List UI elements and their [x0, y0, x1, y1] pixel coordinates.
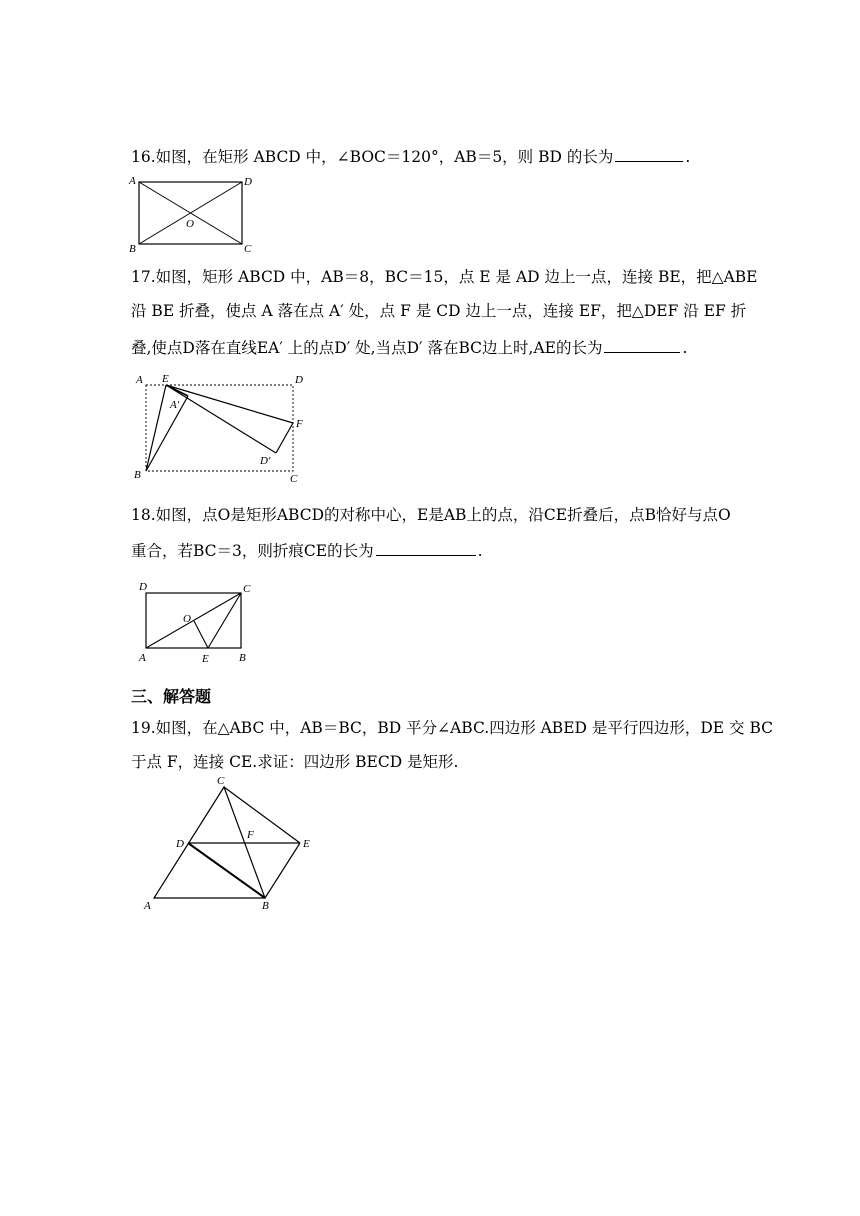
q17-label-f: F — [296, 418, 303, 430]
q18-segment-oe — [194, 621, 208, 648]
q19-text-line2: 于点 F，连接 CE.求证：四边形 BECD 是矩形. — [131, 753, 459, 771]
q18-label-e: E — [202, 653, 209, 665]
q16-label-b: B — [129, 243, 136, 255]
q17-text-line2: 沿 BE 折叠，使点 A 落在点 A′ 处，点 F 是 CD 边上一点，连接 EF，把△DEF 沿 EF 折 — [131, 302, 747, 320]
q18-diagonal-ac — [146, 593, 241, 648]
q17-label-b: B — [134, 469, 141, 481]
q17-segment-fd1 — [276, 423, 293, 453]
q19-figure — [138, 774, 323, 914]
q19-segment-be — [265, 843, 300, 898]
q19-label-c: C — [217, 775, 225, 787]
q16-label-a: A — [129, 175, 136, 187]
q17-end: . — [682, 339, 688, 357]
q19-label-d: D — [176, 838, 184, 850]
q18-label-d: D — [139, 581, 147, 593]
q17-label-c: C — [290, 473, 298, 485]
q18-text-line2 — [131, 539, 771, 561]
q17-text-line1: 17.如图，矩形 ABCD 中，AB＝8，BC＝15，点 E 是 AD 边上一点，连接 BE，把△ABE — [131, 268, 758, 286]
q17-segment-ed1 — [166, 385, 276, 453]
q18-label-a: A — [139, 652, 146, 664]
q18-label-c: C — [243, 583, 251, 595]
q16-label-o: O — [186, 218, 194, 230]
q18-label-b: B — [239, 652, 246, 664]
q17-segment-ef — [166, 385, 293, 423]
q17-label-d: D — [295, 374, 303, 386]
q19-label-b: B — [262, 900, 269, 912]
q18-stem: 重合，若BC＝3，则折痕CE的长为 — [131, 542, 374, 560]
q19-segment-bd — [188, 843, 265, 898]
q17-text-line3 — [131, 336, 771, 358]
q17-rectangle — [146, 385, 293, 471]
q16-label-d: D — [244, 176, 252, 188]
q19-label-e: E — [303, 838, 310, 850]
q17-label-a: A — [136, 374, 143, 386]
q19-text-line1: 19.如图，在△ABC 中，AB＝BC，BD 平分∠ABC.四边形 ABED 是平行四边形，DE 交 BC — [131, 719, 774, 737]
q18-answer-blank[interactable] — [376, 539, 476, 556]
section-heading: 三、解答题 — [131, 687, 212, 706]
q17-figure — [130, 370, 315, 485]
q18-label-o: O — [183, 613, 191, 625]
q16-end: . — [685, 148, 691, 166]
q17-stem: 叠,使点D落在直线EA′ 上的点D′ 处,当点D′ 落在BC边上时,AE的长为 — [131, 339, 603, 357]
q17-segment-ba1 — [146, 396, 188, 471]
q16-stem: 16.如图，在矩形 ABCD 中，∠BOC＝120°，AB＝5，则 BD 的长为 — [131, 148, 614, 166]
q17-label-a-prime: A′ — [170, 399, 180, 411]
q16-label-c: C — [244, 243, 252, 255]
q19-segment-ce — [224, 787, 300, 843]
q17-label-e: E — [162, 373, 169, 385]
q19-label-a: A — [144, 900, 151, 912]
q18-figure — [133, 580, 263, 666]
q17-segment-be — [146, 385, 166, 471]
q18-text-line1: 18.如图，点O是矩形ABCD的对称中心，E是AB上的点，沿CE折叠后，点B恰好与点O — [131, 506, 731, 524]
q17-label-d-prime: D′ — [260, 455, 271, 467]
q19-label-f: F — [247, 829, 254, 841]
q17-answer-blank[interactable] — [604, 336, 680, 353]
q16-text — [131, 145, 771, 167]
q18-fold-ce — [208, 593, 241, 648]
q18-end: . — [477, 542, 483, 560]
q16-answer-blank[interactable] — [615, 145, 683, 162]
q16-figure — [125, 172, 265, 256]
